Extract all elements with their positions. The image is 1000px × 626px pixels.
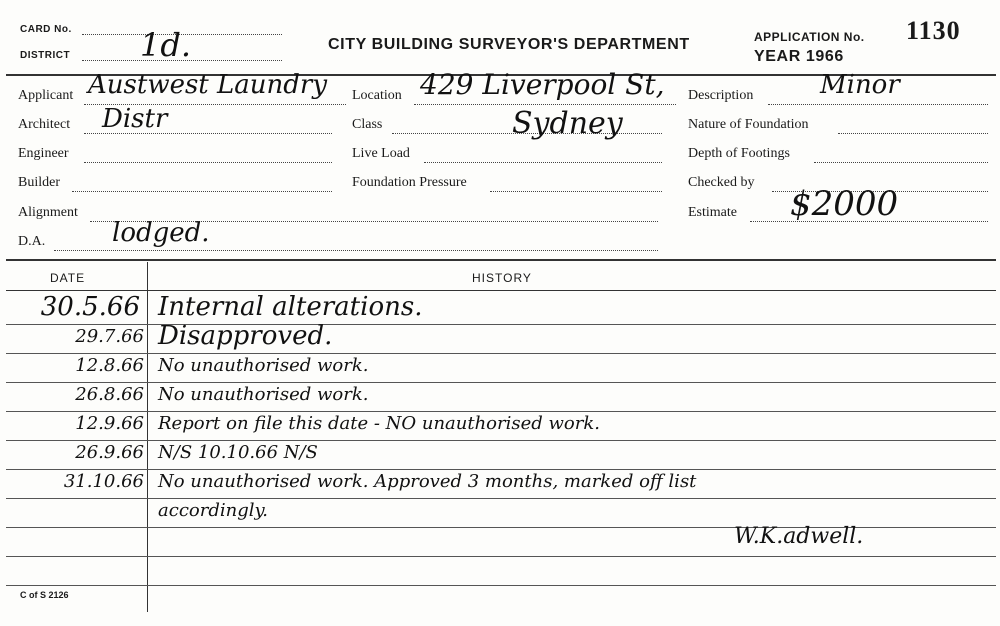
history-date: 12.8.66 xyxy=(75,355,144,376)
description-value: Minor xyxy=(820,70,900,100)
description-label: Description xyxy=(688,88,754,103)
architect-value: Distr xyxy=(102,104,168,134)
history-date: 29.7.66 xyxy=(75,326,144,347)
form-code: C of S 2126 xyxy=(20,590,69,600)
estimate-label: Estimate xyxy=(688,205,737,220)
engineer-line xyxy=(84,162,332,163)
da-label: D.A. xyxy=(18,234,46,249)
history-row-rule xyxy=(6,556,996,557)
history-row-rule xyxy=(6,440,996,441)
history-text: N/S 10.10.66 N/S xyxy=(158,442,318,463)
history-text: Internal alterations. xyxy=(158,292,423,322)
foundation-pressure-label: Foundation Pressure xyxy=(352,175,467,190)
applicant-label: Applicant xyxy=(18,88,74,103)
history-row-rule xyxy=(6,324,996,325)
history-date: 31.10.66 xyxy=(63,471,144,492)
section-rule xyxy=(6,259,996,261)
history-row-rule xyxy=(6,498,996,499)
location-value-1: 429 Liverpool St, xyxy=(420,68,665,101)
history-row-rule xyxy=(6,382,996,383)
engineer-label: Engineer xyxy=(18,146,69,161)
da-value: lodged. xyxy=(112,218,210,248)
description-line xyxy=(768,104,988,105)
history-row-rule xyxy=(6,411,996,412)
history-text: No unauthorised work. xyxy=(158,355,369,376)
district-label: DISTRICT xyxy=(20,50,71,61)
checked-by-label: Checked by xyxy=(688,175,755,190)
history-header-rule xyxy=(6,290,996,291)
location-value-2: Sydney xyxy=(512,106,623,141)
depth-footings-label: Depth of Footings xyxy=(688,146,790,161)
foundation-pressure-line xyxy=(490,191,662,192)
live-load-line xyxy=(424,162,662,163)
date-column-divider xyxy=(147,262,148,612)
district-value: 1d. xyxy=(140,26,192,64)
nature-foundation-line xyxy=(838,133,988,134)
history-text: Report on file this date - NO unauthorised work. xyxy=(158,413,600,434)
history-text: No unauthorised work. Approved 3 months, marked off list xyxy=(158,471,697,492)
history-date: 30.5.66 xyxy=(40,292,140,322)
history-date: 12.9.66 xyxy=(75,413,144,434)
applicant-value: Austwest Laundry xyxy=(88,70,328,100)
card-no-label: CARD No. xyxy=(20,24,72,35)
alignment-label: Alignment xyxy=(18,205,78,220)
architect-label: Architect xyxy=(18,117,71,132)
location-line xyxy=(414,104,676,105)
signature: W.K.adwell. xyxy=(734,524,864,549)
history-text: Disapproved. xyxy=(158,321,333,351)
estimate-value: $2000 xyxy=(790,184,899,224)
history-text: accordingly. xyxy=(158,500,268,521)
application-no-label: APPLICATION No. xyxy=(754,30,865,44)
department-title: CITY BUILDING SURVEYOR'S DEPARTMENT xyxy=(328,36,690,53)
history-header: HISTORY xyxy=(472,271,532,285)
nature-foundation-label: Nature of Foundation xyxy=(688,117,809,132)
history-date: 26.8.66 xyxy=(75,384,144,405)
history-row-rule xyxy=(6,585,996,586)
history-row-rule xyxy=(6,469,996,470)
class-label: Class xyxy=(352,117,383,132)
application-no-value: 1130 xyxy=(906,16,961,45)
history-date: 26.9.66 xyxy=(75,442,144,463)
date-header: DATE xyxy=(50,271,86,285)
history-row-rule xyxy=(6,353,996,354)
builder-line xyxy=(72,191,332,192)
builder-label: Builder xyxy=(18,175,60,190)
year-label: YEAR 1966 xyxy=(754,48,844,65)
da-line xyxy=(54,250,658,251)
depth-footings-line xyxy=(814,162,988,163)
history-text: No unauthorised work. xyxy=(158,384,369,405)
location-label: Location xyxy=(352,88,402,103)
live-load-label: Live Load xyxy=(352,146,410,161)
